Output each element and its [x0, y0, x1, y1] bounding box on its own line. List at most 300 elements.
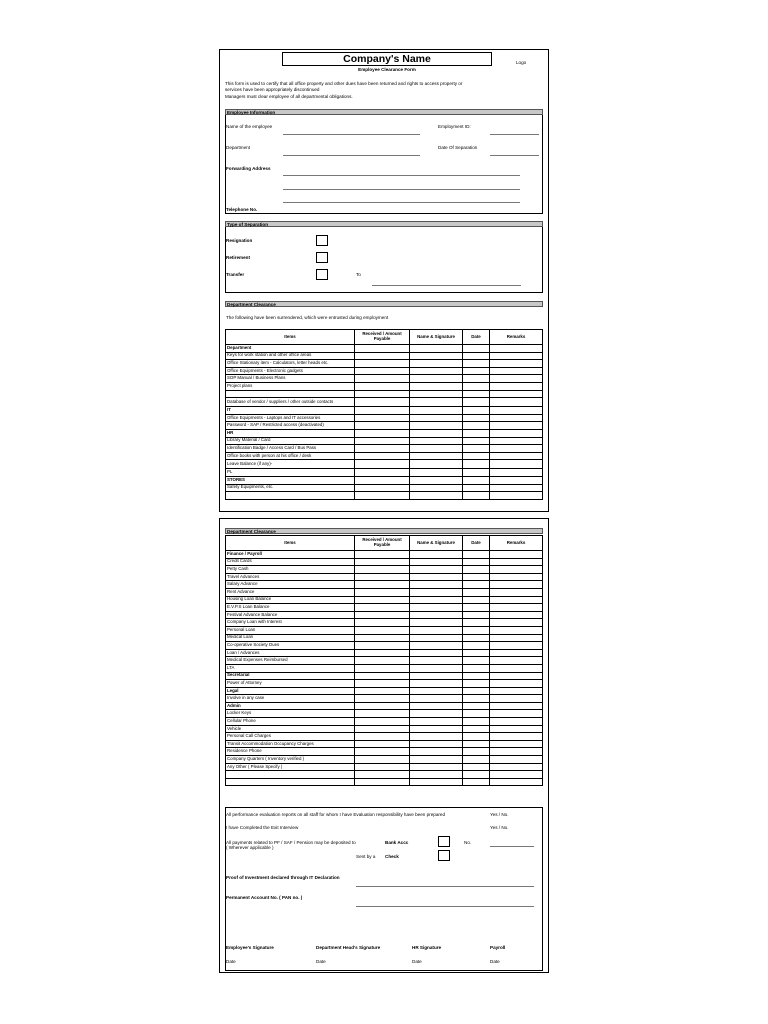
hr-date-label: Date — [412, 959, 422, 964]
item-label: Admin — [226, 702, 355, 710]
name-signature-cell[interactable] — [410, 414, 463, 422]
table-row — [226, 664, 543, 672]
col-remarks: Remarks — [490, 536, 543, 551]
remarks-cell[interactable] — [490, 672, 543, 680]
date-cell[interactable] — [463, 710, 490, 718]
department-label: Department — [226, 145, 251, 150]
name-signature-cell[interactable] — [410, 763, 463, 771]
remarks-cell[interactable] — [490, 573, 543, 581]
date-cell[interactable] — [463, 687, 490, 695]
remarks-cell[interactable] — [490, 566, 543, 574]
table-row — [226, 452, 543, 460]
remarks-cell[interactable] — [490, 551, 543, 559]
remarks-cell[interactable] — [490, 695, 543, 703]
name-signature-cell[interactable] — [410, 429, 463, 437]
date-cell[interactable] — [463, 484, 490, 492]
name-signature-cell[interactable] — [410, 390, 463, 398]
date-cell[interactable] — [463, 657, 490, 665]
item-label: Keys for work station and other office areas — [226, 352, 355, 360]
name-signature-cell[interactable] — [410, 469, 463, 477]
received-cell[interactable] — [355, 551, 410, 559]
name-signature-cell[interactable] — [410, 596, 463, 604]
name-signature-cell[interactable] — [410, 634, 463, 642]
date-cell[interactable] — [463, 748, 490, 756]
evaluation-yes-no[interactable]: Yes / No. — [490, 812, 509, 817]
item-label: Any Other ( Please Specify ) — [226, 763, 355, 771]
form-title: Employee Clearance Form — [358, 67, 416, 72]
name-signature-cell[interactable] — [410, 718, 463, 726]
bank-acc-checkbox[interactable] — [438, 836, 450, 847]
received-cell[interactable] — [355, 695, 410, 703]
forwarding-address-label: Forwarding Address — [226, 166, 271, 171]
remarks-cell[interactable] — [490, 581, 543, 589]
date-cell[interactable] — [463, 634, 490, 642]
item-label: E.V.P.S Loan Balance — [226, 604, 355, 612]
resignation-checkbox[interactable] — [316, 235, 328, 246]
item-label: Legal — [226, 687, 355, 695]
table-row — [226, 710, 543, 718]
date-cell[interactable] — [463, 725, 490, 733]
date-cell[interactable] — [463, 414, 490, 422]
name-signature-cell[interactable] — [410, 619, 463, 627]
name-signature-cell[interactable] — [410, 588, 463, 596]
remarks-cell[interactable] — [490, 649, 543, 657]
account-no-field[interactable] — [490, 846, 534, 847]
logo-placeholder: Logo — [516, 60, 527, 65]
item-label: Safety Equipments, etc. — [226, 484, 355, 492]
date-cell[interactable] — [463, 588, 490, 596]
item-label: Office Stationary item - Calculators, letter heads etc. — [226, 360, 355, 368]
item-label: Transit Accommodation Occupancy Charges — [226, 740, 355, 748]
name-signature-cell[interactable] — [410, 407, 463, 415]
date-cell[interactable] — [463, 718, 490, 726]
received-cell[interactable] — [355, 649, 410, 657]
name-signature-cell[interactable] — [410, 649, 463, 657]
date-cell[interactable] — [463, 740, 490, 748]
exit-interview-yes-no[interactable]: Yes / No. — [490, 825, 509, 830]
remarks-cell[interactable] — [490, 642, 543, 650]
received-cell[interactable] — [355, 771, 410, 779]
payroll-signature-label: Payroll — [490, 945, 506, 950]
remarks-cell[interactable] — [490, 345, 543, 353]
received-cell[interactable] — [355, 710, 410, 718]
item-label: Personal Call Charges — [226, 733, 355, 741]
date-cell[interactable] — [463, 460, 490, 469]
date-cell[interactable] — [463, 733, 490, 741]
date-cell[interactable] — [463, 695, 490, 703]
date-cell[interactable] — [463, 445, 490, 453]
table-row — [226, 718, 543, 726]
received-cell[interactable] — [355, 437, 410, 445]
date-cell[interactable] — [463, 429, 490, 437]
remarks-cell[interactable] — [490, 687, 543, 695]
received-cell[interactable] — [355, 492, 410, 500]
table-row — [226, 604, 543, 612]
name-signature-cell[interactable] — [410, 452, 463, 460]
date-cell[interactable] — [463, 756, 490, 764]
date-cell[interactable] — [463, 642, 490, 650]
date-cell[interactable] — [463, 778, 490, 786]
item-label: Co-operative Society Dues — [226, 642, 355, 650]
received-cell[interactable] — [355, 748, 410, 756]
remarks-cell[interactable] — [490, 725, 543, 733]
date-cell[interactable] — [463, 558, 490, 566]
employee-name-field[interactable] — [283, 134, 420, 135]
table-row — [226, 634, 543, 642]
date-cell[interactable] — [463, 452, 490, 460]
name-signature-cell[interactable] — [410, 484, 463, 492]
table-row — [226, 367, 543, 375]
item-label: Power of Attorney — [226, 680, 355, 688]
proof-investment-field[interactable] — [356, 886, 534, 887]
item-label: Rent Advance — [226, 588, 355, 596]
name-signature-cell[interactable] — [410, 695, 463, 703]
received-cell[interactable] — [355, 445, 410, 453]
item-label: Company Quarters ( Inventory verified ) — [226, 756, 355, 764]
check-checkbox[interactable] — [438, 850, 450, 861]
name-signature-cell[interactable] — [410, 626, 463, 634]
item-label: Project plans — [226, 382, 355, 390]
forwarding-address-field-2[interactable] — [283, 189, 520, 190]
received-cell[interactable] — [355, 382, 410, 390]
received-cell[interactable] — [355, 573, 410, 581]
date-cell[interactable] — [463, 469, 490, 477]
received-cell[interactable] — [355, 596, 410, 604]
payments-statement-note: ( Wherever applicable ) — [226, 845, 274, 850]
employee-info-header: Employee Information — [225, 109, 543, 115]
remarks-cell[interactable] — [490, 588, 543, 596]
received-cell[interactable] — [355, 657, 410, 665]
name-signature-cell[interactable] — [410, 476, 463, 484]
date-cell[interactable] — [463, 664, 490, 672]
received-cell[interactable] — [355, 407, 410, 415]
remarks-cell[interactable] — [490, 437, 543, 445]
date-cell[interactable] — [463, 437, 490, 445]
received-cell[interactable] — [355, 414, 410, 422]
received-cell[interactable] — [355, 476, 410, 484]
name-signature-cell[interactable] — [410, 445, 463, 453]
received-cell[interactable] — [355, 680, 410, 688]
department-field[interactable] — [283, 155, 420, 156]
received-cell[interactable] — [355, 634, 410, 642]
item-label: LTA — [226, 664, 355, 672]
name-signature-cell[interactable] — [410, 771, 463, 779]
date-cell[interactable] — [463, 611, 490, 619]
remarks-cell[interactable] — [490, 733, 543, 741]
received-cell[interactable] — [355, 702, 410, 710]
table-row — [226, 476, 543, 484]
remarks-cell[interactable] — [490, 558, 543, 566]
received-cell[interactable] — [355, 581, 410, 589]
exit-interview-statement: I have Completed the Exit Interview — [226, 825, 299, 830]
received-cell[interactable] — [355, 367, 410, 375]
employment-id-field[interactable] — [490, 134, 539, 135]
date-cell[interactable] — [463, 382, 490, 390]
date-cell[interactable] — [463, 551, 490, 559]
name-signature-cell[interactable] — [410, 460, 463, 469]
remarks-cell[interactable] — [490, 398, 543, 407]
item-label: Locker Keys — [226, 710, 355, 718]
date-cell[interactable] — [463, 604, 490, 612]
name-signature-cell[interactable] — [410, 382, 463, 390]
name-signature-cell[interactable] — [410, 345, 463, 353]
remarks-cell[interactable] — [490, 360, 543, 368]
date-of-separation-field[interactable] — [490, 155, 539, 156]
received-cell[interactable] — [355, 460, 410, 469]
date-cell[interactable] — [463, 573, 490, 581]
date-cell[interactable] — [463, 407, 490, 415]
remarks-cell[interactable] — [490, 414, 543, 422]
remarks-cell[interactable] — [490, 748, 543, 756]
name-signature-cell[interactable] — [410, 566, 463, 574]
remarks-cell[interactable] — [490, 702, 543, 710]
remarks-cell[interactable] — [490, 634, 543, 642]
proof-investment-label: Proof of Investment declared through IT Declaration — [226, 875, 340, 880]
name-signature-cell[interactable] — [410, 733, 463, 741]
table-row — [226, 756, 543, 764]
received-cell[interactable] — [355, 558, 410, 566]
name-signature-cell[interactable] — [410, 581, 463, 589]
remarks-cell[interactable] — [490, 422, 543, 430]
date-cell[interactable] — [463, 375, 490, 383]
date-cell[interactable] — [463, 566, 490, 574]
item-label: Finance / Payroll — [226, 551, 355, 559]
date-cell[interactable] — [463, 367, 490, 375]
item-label: Identification Badge / Access Card / Bus Pass — [226, 445, 355, 453]
received-cell[interactable] — [355, 398, 410, 407]
remarks-cell[interactable] — [490, 664, 543, 672]
item-label: PL — [226, 469, 355, 477]
transfer-to-field[interactable] — [372, 285, 521, 286]
date-cell[interactable] — [463, 390, 490, 398]
date-cell[interactable] — [463, 771, 490, 779]
date-cell[interactable] — [463, 763, 490, 771]
table-row — [226, 422, 543, 430]
date-cell[interactable] — [463, 672, 490, 680]
date-cell[interactable] — [463, 649, 490, 657]
table-row — [226, 445, 543, 453]
item-label: Salary Advance — [226, 581, 355, 589]
name-signature-cell[interactable] — [410, 437, 463, 445]
received-cell[interactable] — [355, 604, 410, 612]
received-cell[interactable] — [355, 664, 410, 672]
date-cell[interactable] — [463, 702, 490, 710]
received-cell[interactable] — [355, 687, 410, 695]
received-cell[interactable] — [355, 566, 410, 574]
date-cell[interactable] — [463, 581, 490, 589]
item-label: Personal Loan — [226, 626, 355, 634]
received-cell[interactable] — [355, 619, 410, 627]
name-signature-cell[interactable] — [410, 657, 463, 665]
received-cell[interactable] — [355, 352, 410, 360]
date-cell[interactable] — [463, 492, 490, 500]
remarks-cell[interactable] — [490, 771, 543, 779]
table-row — [226, 778, 543, 786]
clearance-table-1 — [225, 329, 543, 500]
name-signature-cell[interactable] — [410, 422, 463, 430]
forwarding-address-field-3[interactable] — [283, 202, 520, 203]
name-signature-cell[interactable] — [410, 611, 463, 619]
name-signature-cell[interactable] — [410, 375, 463, 383]
remarks-cell[interactable] — [490, 740, 543, 748]
date-cell[interactable] — [463, 596, 490, 604]
date-cell[interactable] — [463, 345, 490, 353]
col-received: Received / Amount Payable — [355, 536, 410, 551]
remarks-cell[interactable] — [490, 484, 543, 492]
name-signature-cell[interactable] — [410, 748, 463, 756]
date-cell[interactable] — [463, 476, 490, 484]
remarks-cell[interactable] — [490, 756, 543, 764]
received-cell[interactable] — [355, 672, 410, 680]
item-label: Medical Loan — [226, 634, 355, 642]
item-label: Database of vendor / suppliers / other outside contacts — [226, 398, 355, 407]
remarks-cell[interactable] — [490, 445, 543, 453]
remarks-cell[interactable] — [490, 476, 543, 484]
received-cell[interactable] — [355, 429, 410, 437]
remarks-cell[interactable] — [490, 452, 543, 460]
separation-section — [225, 221, 543, 293]
dept-clearance-note: The following have been surrendered, which were entrusted during employment — [226, 315, 389, 320]
telephone-label: Telephone No. — [226, 207, 258, 212]
name-signature-cell[interactable] — [410, 551, 463, 559]
dept-head-date-label: Date — [316, 959, 326, 964]
table-row — [226, 596, 543, 604]
received-cell[interactable] — [355, 756, 410, 764]
remarks-cell[interactable] — [490, 680, 543, 688]
name-signature-cell[interactable] — [410, 492, 463, 500]
dept-clearance-header-1: Department Clearance — [225, 301, 543, 307]
name-signature-cell[interactable] — [410, 360, 463, 368]
name-signature-cell[interactable] — [410, 664, 463, 672]
table-row — [226, 469, 543, 477]
item-label — [226, 390, 355, 398]
received-cell[interactable] — [355, 626, 410, 634]
table-row — [226, 763, 543, 771]
intro-line-2: services have been appropriately discontinued — [225, 87, 320, 92]
bank-acc-label: Bank Accc — [385, 840, 409, 845]
received-cell[interactable] — [355, 778, 410, 786]
remarks-cell[interactable] — [490, 469, 543, 477]
table-row — [226, 740, 543, 748]
received-cell[interactable] — [355, 588, 410, 596]
date-cell[interactable] — [463, 352, 490, 360]
name-signature-cell[interactable] — [410, 398, 463, 407]
date-cell[interactable] — [463, 619, 490, 627]
name-signature-cell[interactable] — [410, 680, 463, 688]
name-signature-cell[interactable] — [410, 702, 463, 710]
remarks-cell[interactable] — [490, 596, 543, 604]
received-cell[interactable] — [355, 611, 410, 619]
employee-name-label: Name of the employee — [226, 124, 273, 129]
item-label: Travel Advances — [226, 573, 355, 581]
received-cell[interactable] — [355, 733, 410, 741]
remarks-cell[interactable] — [490, 390, 543, 398]
item-label — [226, 778, 355, 786]
remarks-cell[interactable] — [490, 626, 543, 634]
name-signature-cell[interactable] — [410, 352, 463, 360]
remarks-cell[interactable] — [490, 375, 543, 383]
table-row — [226, 748, 543, 756]
remarks-cell[interactable] — [490, 611, 543, 619]
received-cell[interactable] — [355, 360, 410, 368]
received-cell[interactable] — [355, 375, 410, 383]
date-cell[interactable] — [463, 398, 490, 407]
received-cell[interactable] — [355, 718, 410, 726]
name-signature-cell[interactable] — [410, 573, 463, 581]
remarks-cell[interactable] — [490, 382, 543, 390]
received-cell[interactable] — [355, 345, 410, 353]
table-row — [226, 611, 543, 619]
remarks-cell[interactable] — [490, 619, 543, 627]
name-signature-cell[interactable] — [410, 740, 463, 748]
date-cell[interactable] — [463, 360, 490, 368]
name-signature-cell[interactable] — [410, 725, 463, 733]
received-cell[interactable] — [355, 469, 410, 477]
received-cell[interactable] — [355, 484, 410, 492]
received-cell[interactable] — [355, 422, 410, 430]
name-signature-cell[interactable] — [410, 558, 463, 566]
remarks-cell[interactable] — [490, 367, 543, 375]
pan-field[interactable] — [356, 906, 534, 907]
remarks-cell[interactable] — [490, 352, 543, 360]
remarks-cell[interactable] — [490, 778, 543, 786]
name-signature-cell[interactable] — [410, 367, 463, 375]
received-cell[interactable] — [355, 452, 410, 460]
name-signature-cell[interactable] — [410, 756, 463, 764]
check-label: Check — [385, 854, 399, 859]
name-signature-cell[interactable] — [410, 642, 463, 650]
remarks-cell[interactable] — [490, 718, 543, 726]
date-cell[interactable] — [463, 680, 490, 688]
item-label: Leave Balance (if any)- — [226, 460, 355, 469]
name-signature-cell[interactable] — [410, 604, 463, 612]
remarks-cell[interactable] — [490, 407, 543, 415]
remarks-cell[interactable] — [490, 710, 543, 718]
received-cell[interactable] — [355, 725, 410, 733]
received-cell[interactable] — [355, 390, 410, 398]
table-row — [226, 484, 543, 492]
remarks-cell[interactable] — [490, 604, 543, 612]
item-label: Department — [226, 345, 355, 353]
retirement-checkbox[interactable] — [316, 252, 328, 263]
table-row — [226, 551, 543, 559]
table-row — [226, 407, 543, 415]
name-signature-cell[interactable] — [410, 710, 463, 718]
remarks-cell[interactable] — [490, 763, 543, 771]
transfer-checkbox[interactable] — [316, 269, 328, 280]
received-cell[interactable] — [355, 763, 410, 771]
item-label: SOP Manual / Business Plans — [226, 375, 355, 383]
received-cell[interactable] — [355, 740, 410, 748]
date-cell[interactable] — [463, 422, 490, 430]
intro-line-1: This form is used to certify that all office property and other dues have been returned and rights to access property or — [225, 81, 463, 86]
name-signature-cell[interactable] — [410, 672, 463, 680]
remarks-cell[interactable] — [490, 657, 543, 665]
received-cell[interactable] — [355, 642, 410, 650]
col-date: Date — [463, 330, 490, 345]
item-label: Secretarial — [226, 672, 355, 680]
table-row — [226, 619, 543, 627]
table-row — [226, 558, 543, 566]
name-signature-cell[interactable] — [410, 778, 463, 786]
remarks-cell[interactable] — [490, 460, 543, 469]
remarks-cell[interactable] — [490, 429, 543, 437]
name-signature-cell[interactable] — [410, 687, 463, 695]
item-label: IT — [226, 407, 355, 415]
remarks-cell[interactable] — [490, 492, 543, 500]
forwarding-address-field-1[interactable] — [283, 175, 520, 176]
date-cell[interactable] — [463, 626, 490, 634]
